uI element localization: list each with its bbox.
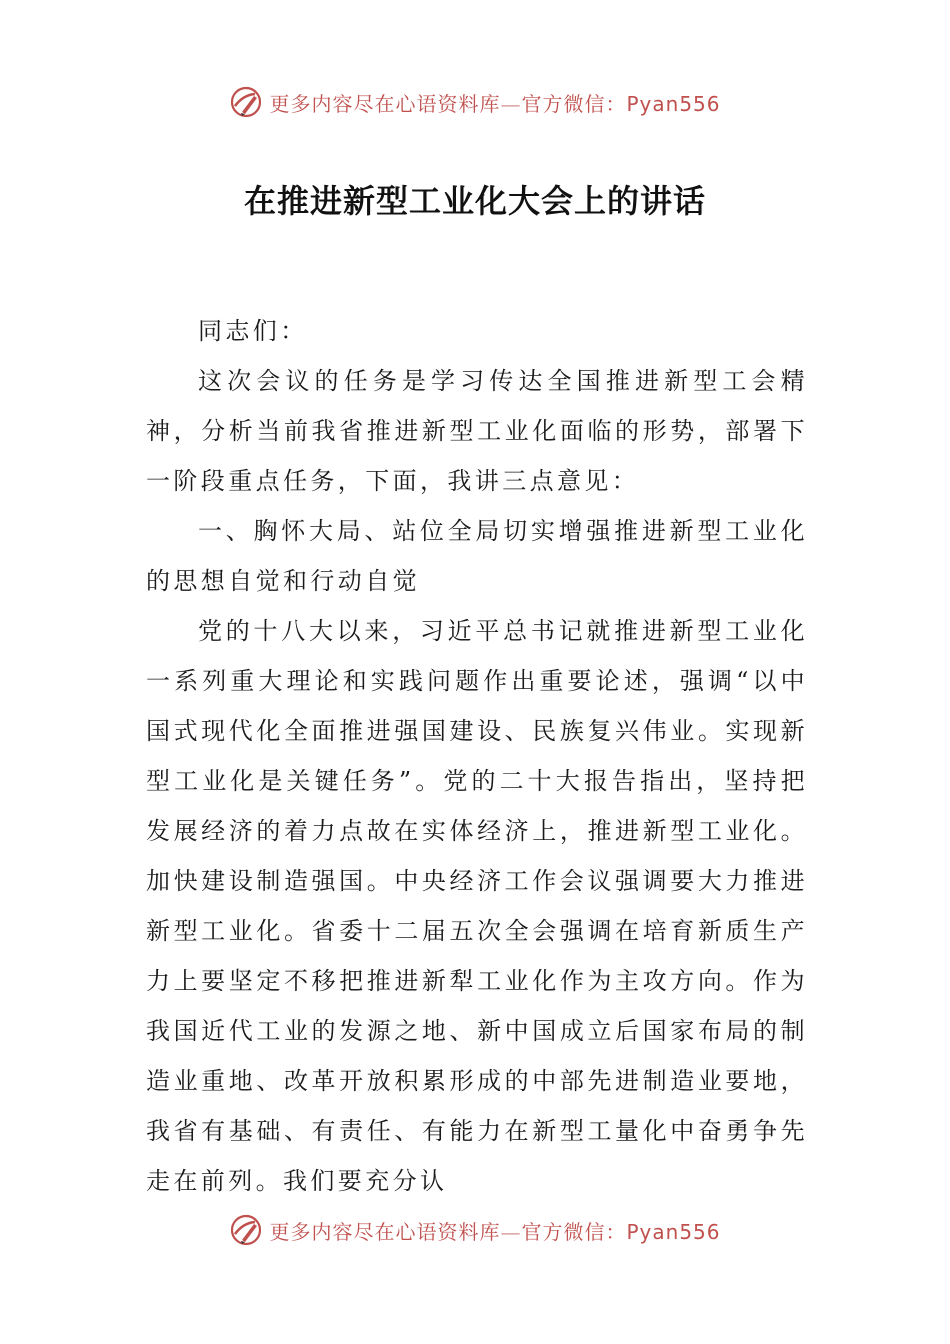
banner-wechat-label: 官方微信： bbox=[521, 91, 627, 116]
banner-wechat-id: Pyan556 bbox=[626, 91, 721, 116]
banner-separator: — bbox=[500, 91, 522, 116]
banner-text bbox=[269, 1216, 720, 1245]
paragraph-intro: 这次会议的任务是学习传达全国推进新型工会精神，分析当前我省推进新型工业化面临的形势，部署下一阶段重点任务，下面，我讲三点意见： bbox=[146, 367, 808, 495]
header-banner bbox=[0, 82, 950, 122]
document-title: 在推进新型工业化大会上的讲话 bbox=[243, 182, 706, 220]
section-heading-1: 一、胸怀大局、站位全局切实增强推进新型工业化的思想自觉和行动自觉 bbox=[146, 517, 808, 595]
pen-logo-icon bbox=[229, 85, 263, 119]
banner-wechat-label: 官方微信： bbox=[521, 1219, 627, 1244]
paragraph-body: 党的十八大以来，习近平总书记就推进新型工业化一系列重大理论和实践问题作出重要论述，强调“以中国式现代化全面推进强国建设、民族复兴伟业。实现新型工业化是关键任务”。党的二十大报告指出，坚持把发展经济的着力点故在实体经济上，推进新型工业化。加快建设制造强国。中央经济工作会议强调要大力推进新型工业化。省委十二届五次全会强调在培育新质生产力上要坚定不移把推进新犁工业化作为主攻方向。作为我国近代工业的发源之地、新中国成立后国家布局的制造业重地、改革开放积累形成的中部先进制造业要地，我省有基础、有责任、有能力在新型工量化中奋勇争先走在前列。我们要充分认 bbox=[146, 617, 808, 1195]
document-body bbox=[146, 306, 808, 1206]
banner-main-text: 更多内容尽在心语资料库 bbox=[269, 91, 501, 116]
banner-separator: — bbox=[500, 1219, 522, 1244]
footer-banner bbox=[0, 1210, 950, 1250]
pen-logo-icon bbox=[229, 1213, 263, 1247]
banner-main-text: 更多内容尽在心语资料库 bbox=[269, 1219, 501, 1244]
paragraph-salutation: 同志们： bbox=[198, 317, 308, 345]
banner-text bbox=[269, 88, 720, 117]
banner-wechat-id: Pyan556 bbox=[626, 1219, 721, 1244]
